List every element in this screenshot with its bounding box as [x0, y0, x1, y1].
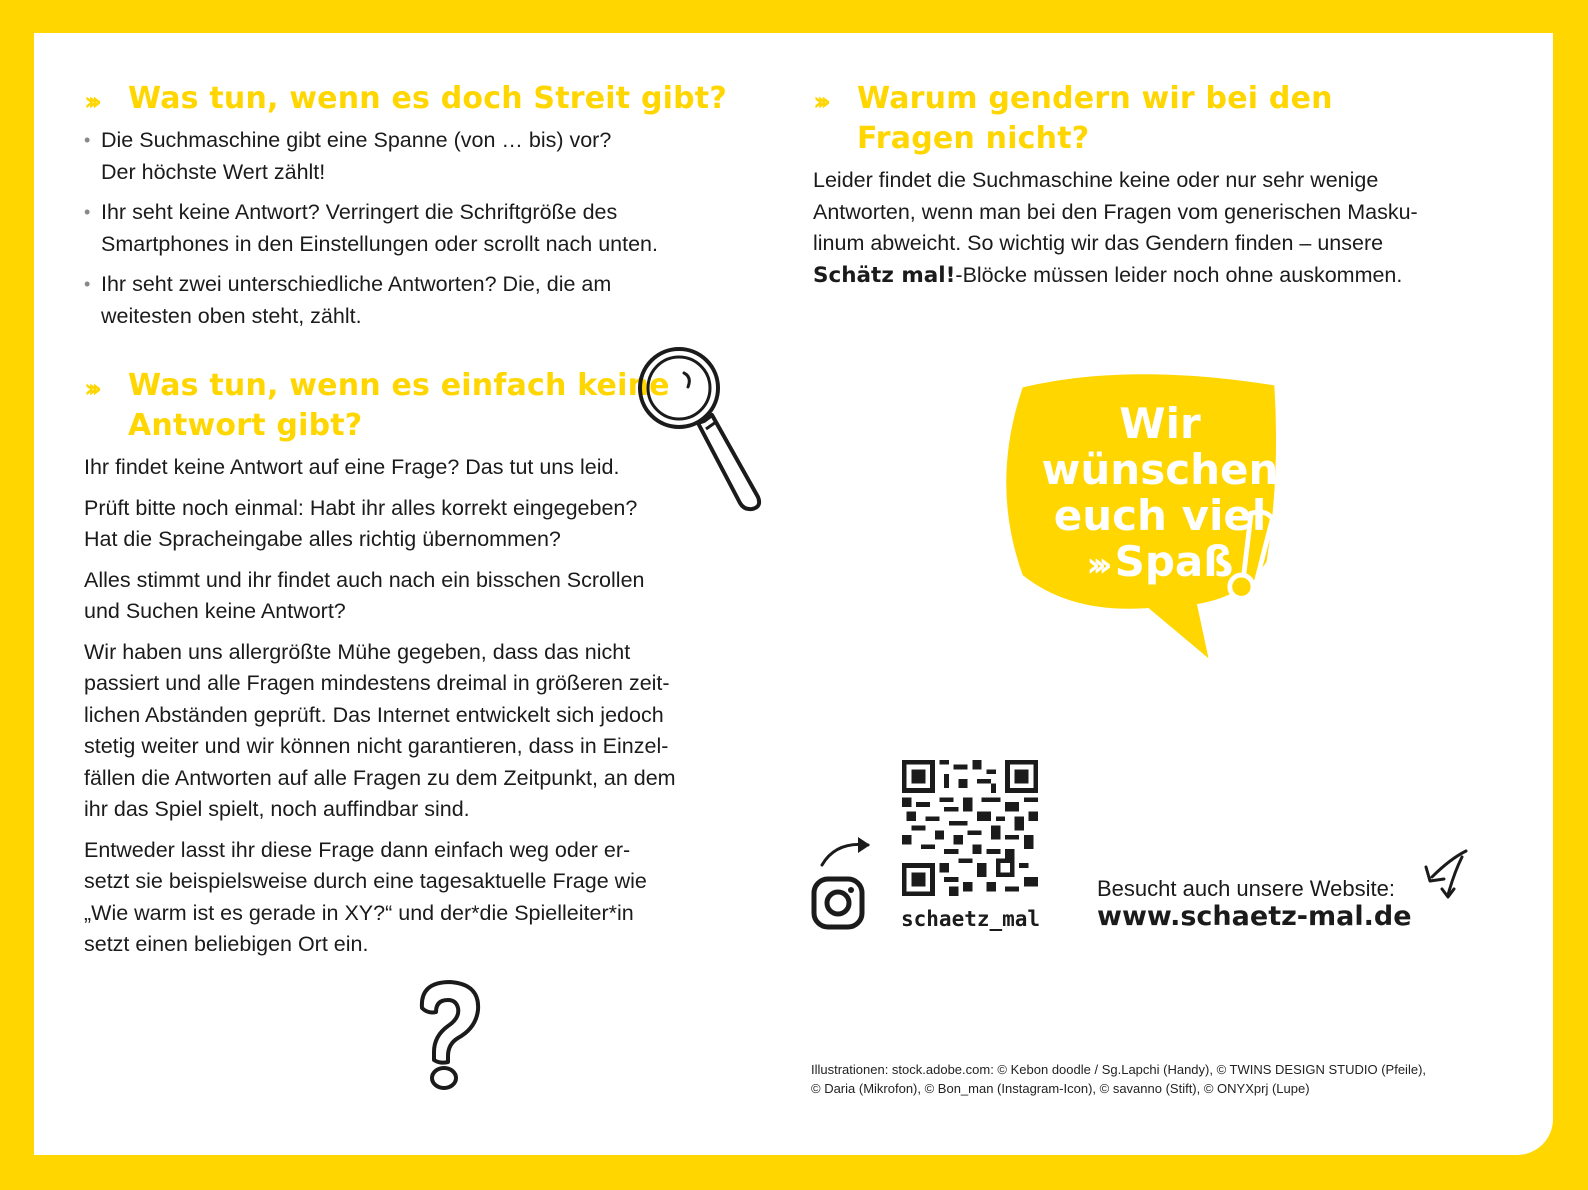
paragraph: Prüft bitte noch einmal: Habt ihr alles korrekt eingegeben? Hat die Spracheingabe alles richtig übernommen? — [84, 495, 638, 551]
curved-arrow-icon — [818, 833, 878, 873]
triple-chevron-icon: ››› — [1086, 545, 1105, 585]
paragraph: Leider findet die Suchmaschine keine oder nur sehr wenige Antworten, wenn man bei den Fragen vom generischen Masku- linum abweicht. So wichtig wir das Gendern finden – unsere Schätz mal!-Blöcke müssen leider noch ohne auskommen. — [813, 168, 1418, 288]
heading-text-line2: Fragen nicht? — [857, 121, 1090, 156]
page-card — [34, 33, 1553, 1155]
triple-chevron-icon: ››› — [84, 374, 96, 404]
brand-name: Schätz mal! — [813, 262, 956, 288]
bubble-text: Wir wünschen euch viel ››› Spaß — [1041, 399, 1279, 586]
section-heading-gendern — [813, 79, 1513, 159]
paragraph: Alles stimmt und ihr findet auch nach ein bisschen Scrollen und Suchen keine Antwort? — [84, 567, 645, 623]
list-item: • Ihr seht keine Antwort? Verringert die Schriftgröße des Smartphones in den Einstellungen oder scrollt nach unten. — [84, 197, 774, 260]
pointing-arrow-icon — [1418, 845, 1474, 901]
magnifying-glass-icon — [634, 343, 764, 513]
triple-chevron-icon: ››› — [84, 87, 96, 117]
left-column — [84, 79, 774, 970]
website-link[interactable]: www.schaetz-mal.de — [1097, 901, 1412, 932]
streit-bullet-list — [84, 125, 774, 332]
heading-text-line2: Antwort gibt? — [128, 408, 363, 443]
qr-code-icon[interactable] — [902, 760, 1038, 896]
heading-text: Was tun, wenn es doch Streit gibt? — [128, 81, 727, 116]
paragraph: Entweder lasst ihr diese Frage dann einfach weg oder er- setzt sie beispielsweise durch eine tagesaktuelle Frage wie „Wie warm ist es gerade in XY?“ und der*die Spielleiter*in setzt einen beliebigen Ort ein. — [84, 837, 647, 956]
instagram-icon[interactable] — [810, 875, 866, 931]
heading-text-line1: Warum gendern wir bei den — [857, 81, 1333, 116]
paragraph: Ihr findet keine Antwort auf eine Frage? Das tut uns leid. — [84, 455, 620, 479]
triple-chevron-icon: ››› — [813, 87, 825, 117]
instagram-handle[interactable]: schaetz_mal — [901, 907, 1041, 931]
paragraph: Wir haben uns allergrößte Mühe gegeben, dass das nicht passiert und alle Fragen mindestens dreimal in größeren zeit- lichen Abständen geprüft. Das Internet entwickelt sich jedoch stetig weiter und wir können nicht garantieren, dass in Einzel- fällen die Antworten auf alle Fragen zu dem Zeitpunkt, an dem ihr das Spiel spielt, noch auffindbar sind. — [84, 639, 676, 821]
list-item: • Ihr seht zwei unterschiedliche Antworten? Die, die am weitesten oben steht, zählt. — [84, 269, 774, 332]
section-heading-streit — [84, 79, 774, 119]
heading-text-line1: Was tun, wenn es einfach keine — [128, 368, 670, 403]
illustration-credits: Illustrationen: stock.adobe.com: © Kebon doodle / Sg.Lapchi (Handy), © TWINS DESIGN STUDIO (Pfeile), © Daria (Mikrofon), © Bon_man (Instagram-Icon), © savanno (Stift), © ONYXprj (Lupe) — [811, 1062, 1427, 1096]
question-mark-icon — [412, 978, 484, 1094]
list-item: • Die Suchmaschine gibt eine Spanne (von … bis) vor? Der höchste Wert zählt! — [84, 125, 774, 188]
right-column — [813, 79, 1513, 300]
website-label: Besucht auch unsere Website: — [1097, 876, 1395, 901]
